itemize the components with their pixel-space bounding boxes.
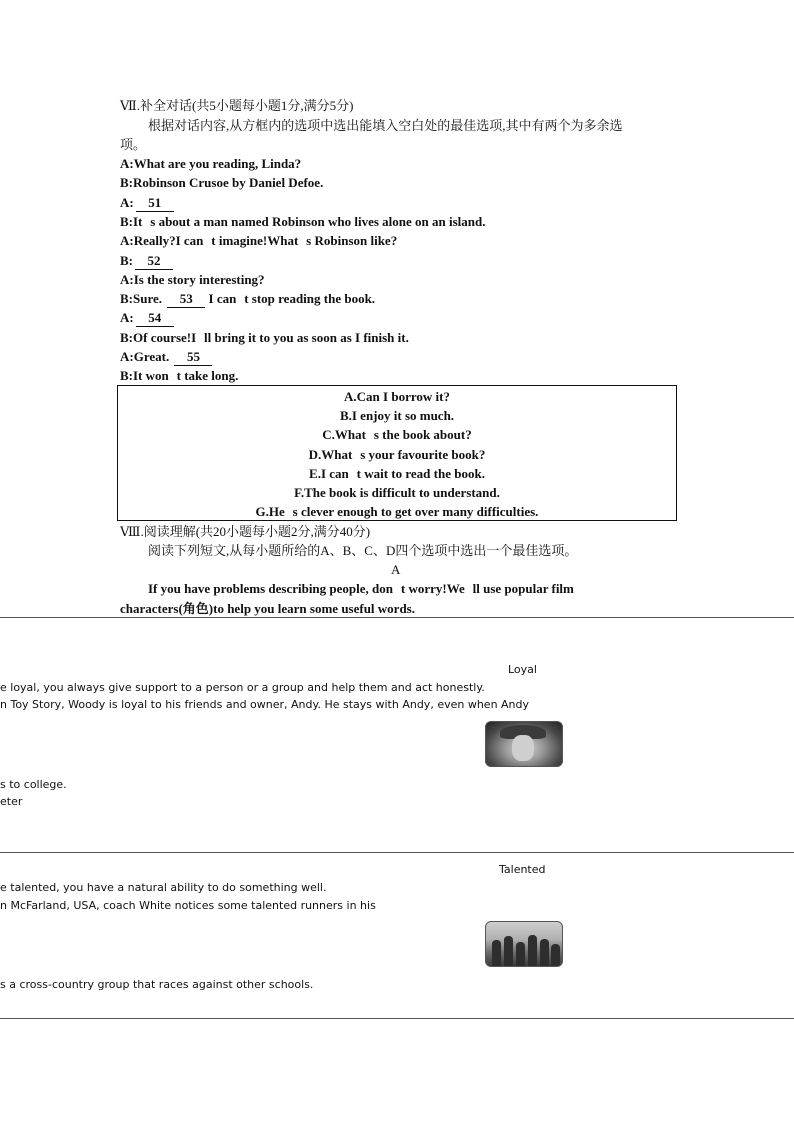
blank-55[interactable]: 55 <box>174 349 212 366</box>
option-a: A.Can I borrow it? <box>344 389 450 404</box>
dialogue-line <box>120 193 174 212</box>
row-heading-loyal: Loyal <box>508 663 537 676</box>
speaker-label: B:Sure. <box>120 291 163 306</box>
table-row-text: eter <box>0 795 23 808</box>
blank-53[interactable]: 53 <box>167 291 205 308</box>
speaker-label: A:Great. <box>120 349 170 364</box>
section8-instruction: 阅读下列短文,从每小题所给的A、B、C、D四个选项中选出一个最佳选项。 <box>148 543 578 558</box>
dialogue-line: A:Is the story interesting? <box>120 272 265 287</box>
blank-51[interactable]: 51 <box>136 195 174 212</box>
dialogue-text: I cant stop reading the book. <box>208 291 376 306</box>
table-divider <box>0 1018 794 1019</box>
dialogue-line: B:Robinson Crusoe by Daniel Defoe. <box>120 175 324 190</box>
table-row-text: n Toy Story, Woody is loyal to his friends and owner, Andy. He stays with Andy, even when Andy <box>0 698 530 711</box>
table-row-text: s to college. <box>0 778 67 791</box>
runners-photo-icon <box>485 921 563 967</box>
dialogue-line: B:It wont take long. <box>120 368 239 383</box>
table-row-text: s a cross-country group that races against other schools. <box>0 978 314 991</box>
dialogue-line: A:What are you reading, Linda? <box>120 156 302 171</box>
dialogue-line: B:Of course!Ill bring it to you as soon as I finish it. <box>120 330 409 345</box>
passage-intro-cont: characters(角色)to help you learn some useful words. <box>120 601 415 616</box>
speaker-label: A: <box>120 310 134 325</box>
option-f: F.The book is difficult to understand. <box>294 485 500 501</box>
option-c: C.Whats the book about? <box>322 427 472 443</box>
option-g: G.Hes clever enough to get over many difficulties. <box>255 504 539 520</box>
section8-heading: Ⅷ.阅读理解(共20小题每小题2分,满分40分) <box>120 524 371 539</box>
blank-52[interactable]: 52 <box>135 253 173 270</box>
dialogue-line <box>120 308 174 327</box>
dialogue-line <box>120 347 212 366</box>
option-e: E.I cant wait to read the book. <box>309 465 485 481</box>
woody-photo-icon <box>485 721 563 767</box>
table-divider <box>0 852 794 853</box>
table-row-text: e loyal, you always give support to a person or a group and help them and act honestly. <box>0 681 485 694</box>
dialogue-line: A:Really?I cant imagine!Whats Robinson like? <box>120 233 398 248</box>
dialogue-line <box>120 289 375 308</box>
row-heading-talented: Talented <box>499 863 546 876</box>
dialogue-line: B:Its about a man named Robinson who lives alone on an island. <box>120 214 486 229</box>
speaker-label: A: <box>120 195 134 210</box>
option-d: D.Whats your favourite book? <box>308 446 486 462</box>
passage-letter: A <box>391 562 401 577</box>
options-box <box>117 385 677 521</box>
blank-54[interactable]: 54 <box>136 310 174 327</box>
table-row-text: e talented, you have a natural ability to do something well. <box>0 881 327 894</box>
speaker-label: B: <box>120 253 133 268</box>
passage-intro: If you have problems describing people, dont worry!Well use popular film <box>148 581 574 596</box>
dialogue-line <box>120 251 173 270</box>
section7-instruction-cont: 项。 <box>120 137 147 152</box>
section7-instruction: 根据对话内容,从方框内的选项中选出能填入空白处的最佳选项,其中有两个为多余选 <box>148 118 623 133</box>
section7-heading: Ⅶ.补全对话(共5小题每小题1分,满分5分) <box>120 98 354 113</box>
option-b: B.I enjoy it so much. <box>339 408 455 424</box>
table-divider <box>0 617 794 618</box>
table-row-text: n McFarland, USA, coach White notices some talented runners in his <box>0 899 376 912</box>
